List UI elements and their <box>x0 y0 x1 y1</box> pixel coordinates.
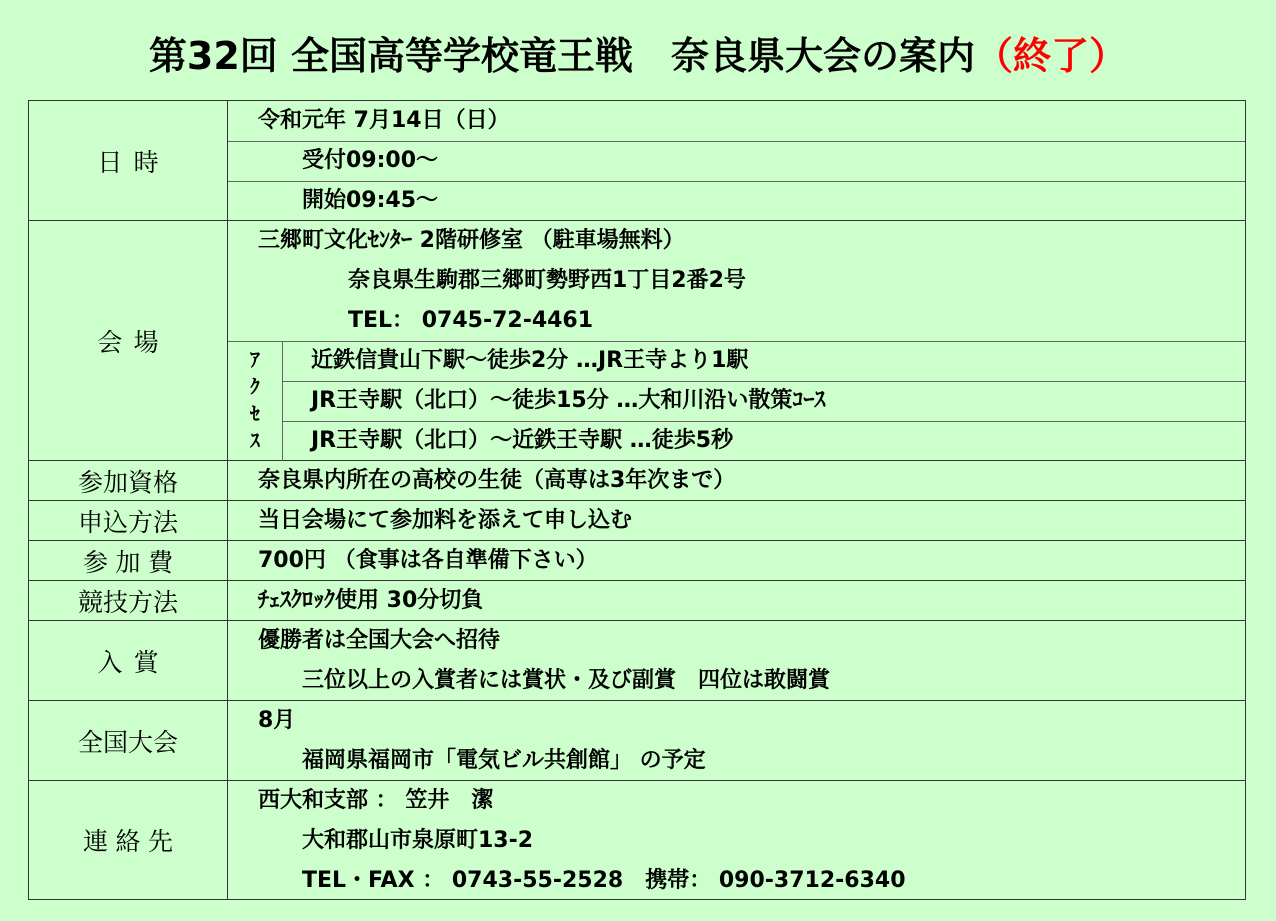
row-label-prize: 入賞 <box>29 621 228 700</box>
status-label: （終了） <box>975 34 1128 78</box>
row-content-prize <box>228 621 1245 700</box>
row-content-eligibility <box>228 461 1245 500</box>
access-label <box>228 341 283 461</box>
venue-name: 三郷町文化ｾﾝﾀｰ 2階研修室 （駐車場無料） <box>258 228 685 253</box>
row-content-datetime <box>228 101 1245 220</box>
row-label-datetime: 日時 <box>29 101 228 220</box>
fee-text: 700円 （食事は各自準備下さい） <box>258 548 598 573</box>
row-label-venue: 会場 <box>29 221 228 460</box>
method-text: ﾁｪｽｸﾛｯｸ使用 30分切負 <box>258 588 484 613</box>
prize-line-2: 三位以上の入賞者には賞状・及び副賞 四位は敢闘賞 <box>302 668 831 693</box>
reception-time: 受付09:00～ <box>228 141 1245 182</box>
row-prize <box>29 621 1245 701</box>
access-char: ｱ <box>250 349 260 371</box>
venue-address: 奈良県生駒郡三郷町勢野西1丁目2番2号 <box>348 268 746 293</box>
venue-phone: TEL： 0745-72-4461 <box>228 301 1245 342</box>
page-title <box>0 26 1276 86</box>
eligibility-text: 奈良県内所在の高校の生徒（高専は3年次まで） <box>258 468 736 493</box>
access-route-2: JR王寺駅（北口）～徒歩15分 …大和川沿い散策ｺｰｽ <box>283 381 1245 422</box>
application-text: 当日会場にて参加料を添えて申し込む <box>258 508 633 533</box>
row-label-method: 競技方法 <box>29 581 228 620</box>
access-char: ｽ <box>250 430 260 452</box>
row-content-method <box>228 581 1245 620</box>
national-venue: 福岡県福岡市「電気ビル共創館」 の予定 <box>302 748 706 773</box>
row-content-fee <box>228 541 1245 580</box>
row-contact <box>29 781 1245 899</box>
row-label-contact: 連絡先 <box>29 781 228 899</box>
date-line: 令和元年 7月14日（日） <box>228 101 1245 142</box>
row-content-contact <box>228 781 1245 899</box>
row-content-application <box>228 501 1245 540</box>
row-label-national: 全国大会 <box>29 701 228 780</box>
row-label-application: 申込方法 <box>29 501 228 540</box>
row-content-venue <box>228 221 1245 460</box>
row-method <box>29 581 1245 621</box>
row-application <box>29 501 1245 541</box>
row-content-national <box>228 701 1245 780</box>
info-table <box>28 100 1246 900</box>
row-national <box>29 701 1245 781</box>
access-route-1: 近鉄信貴山下駅～徒歩2分 …JR王寺より1駅 <box>283 341 1245 382</box>
prize-line-1: 優勝者は全国大会へ招待 <box>258 628 501 653</box>
title-main: 第32回 全国高等学校竜王戦 奈良県大会の案内 <box>148 34 976 78</box>
contact-address: 大和郡山市泉原町13-2 <box>302 828 534 853</box>
row-venue <box>29 221 1245 461</box>
access-route-3: JR王寺駅（北口）～近鉄王寺駅 …徒歩5秒 <box>311 428 734 453</box>
start-time: 開始09:45～ <box>302 188 439 213</box>
row-label-fee: 参加費 <box>29 541 228 580</box>
national-month: 8月 <box>258 708 296 733</box>
row-eligibility <box>29 461 1245 501</box>
row-fee <box>29 541 1245 581</box>
access-char: ｾ <box>250 403 260 425</box>
row-label-eligibility: 参加資格 <box>29 461 228 500</box>
contact-phone: TEL・FAX ： 0743-55-2528 携帯： 090-3712-6340 <box>302 868 906 893</box>
access-char: ｸ <box>250 376 260 398</box>
contact-name: 西大和支部 ： 笠井 潔 <box>258 788 494 813</box>
row-datetime <box>29 101 1245 221</box>
